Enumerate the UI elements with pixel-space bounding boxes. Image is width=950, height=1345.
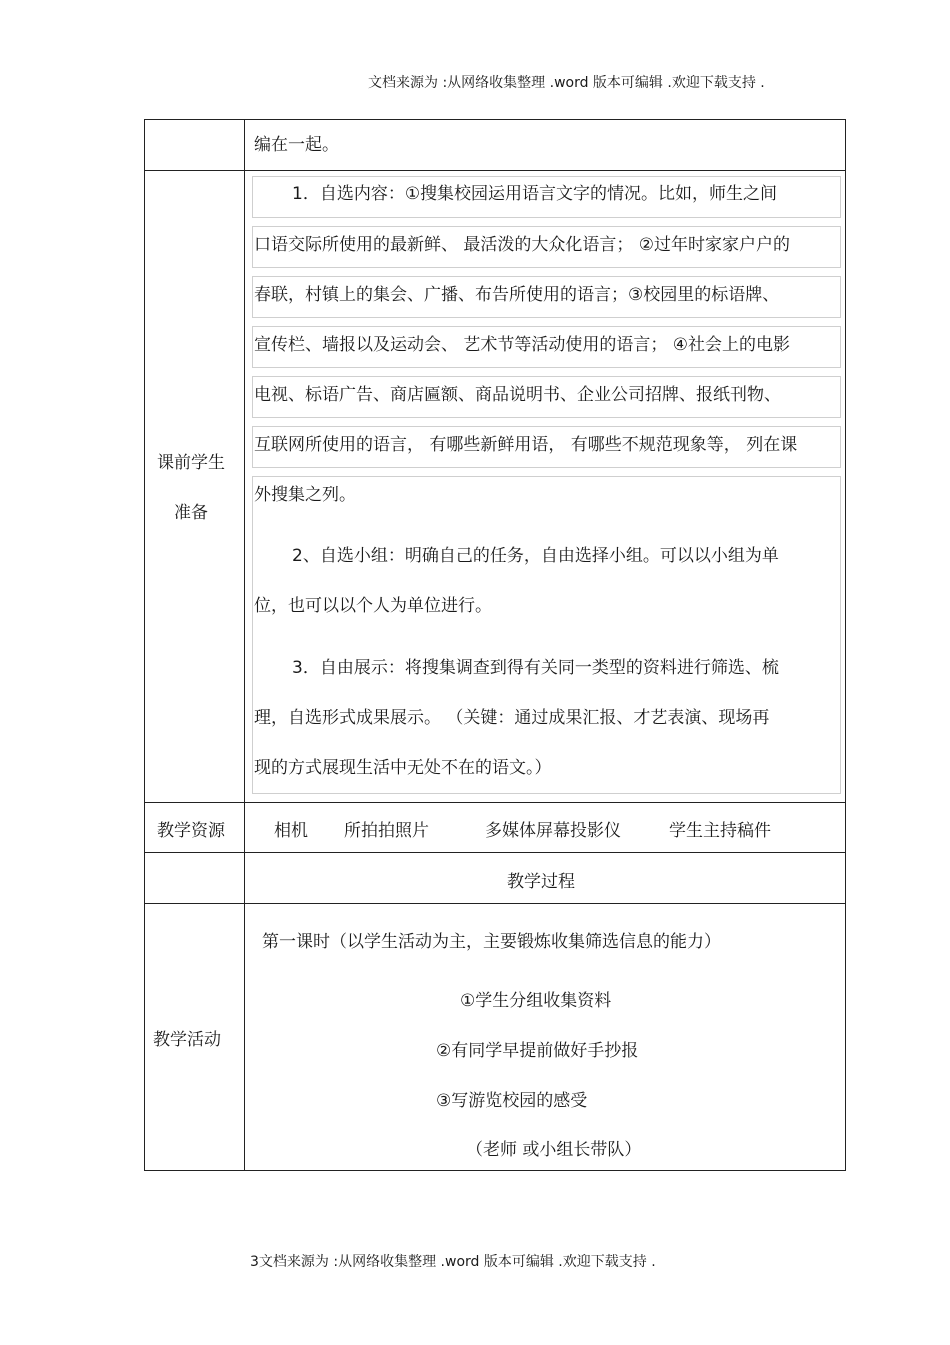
row1-text: 编在一起。 [254,135,339,155]
prep-line: 位，也可以以个人为单位进行。 [254,596,492,616]
resource-item: 所拍拍照片 [344,821,429,841]
activity-line: ③写游览校园的感受 [436,1091,588,1111]
activity-line: ①学生分组收集资料 [460,991,612,1011]
prep-line: 现的方式展现生活中无处不在的语文。） [254,758,552,778]
resources-label: 教学资源 [157,821,225,841]
paragraph-box [252,476,841,794]
activity-label: 教学活动 [153,1030,221,1050]
process-heading: 教学过程 [507,872,575,892]
table-border-right [845,119,846,1171]
resource-item: 相机 [274,821,308,841]
table-rule [144,802,846,803]
activity-line: （老师 或小组长带队） [466,1140,642,1160]
table-rule [144,852,846,853]
prep-line: 2、自选小组：明确自己的任务，自由选择小组。可以以小组为单 [292,546,779,566]
prep-line: 互联网所使用的语言， 有哪些新鲜用语， 有哪些不规范现象等， 列在课 [254,435,798,455]
table-rule [144,170,846,171]
prep-line: 理，自选形式成果展示。 （关键：通过成果汇报、才艺表演、现场再 [254,708,770,728]
prep-line: 1．自选内容：①搜集校园运用语言文字的情况。比如，师生之间 [292,184,778,204]
prep-line: 宣传栏、墙报以及运动会、 艺术节等活动使用的语言； ④社会上的电影 [254,335,791,355]
prep-line: 口语交际所使用的最新鲜、 最活泼的大众化语言； ②过年时家家户户的 [254,235,791,255]
prep-line: 电视、标语广告、商店匾额、商品说明书、企业公司招牌、报纸刊物、 [254,385,781,405]
footer-text: 文档来源为 :从网络收集整理 .word 版本可编辑 .欢迎下载支持 . [258,1254,656,1270]
table-border-top [144,119,846,120]
table-rule [144,903,846,904]
table-column-divider [244,119,245,1171]
resource-item: 多媒体屏幕投影仪 [485,821,621,841]
page-header: 文档来源为 :从网络收集整理 .word 版本可编辑 .欢迎下载支持 . [368,75,765,91]
activity-line: 第一课时（以学生活动为主，主要锻炼收集筛选信息的能力） [262,932,721,952]
prep-line: 3．自由展示：将搜集调查到得有关同一类型的资料进行筛选、梳 [292,658,779,678]
table-border-bottom [144,1170,846,1171]
prep-line: 春联，村镇上的集会、广播、布告所使用的语言；③校园里的标语牌、 [254,285,780,305]
prep-label-line1: 课前学生 [157,453,225,473]
page-number: 3 [250,1254,259,1270]
page-footer [250,1251,656,1271]
table-border-left [144,119,145,1171]
activity-line: ②有同学早提前做好手抄报 [436,1041,639,1061]
prep-label-line2: 准备 [174,503,208,523]
prep-line: 外搜集之列。 [254,485,356,505]
resource-item: 学生主持稿件 [669,821,771,841]
